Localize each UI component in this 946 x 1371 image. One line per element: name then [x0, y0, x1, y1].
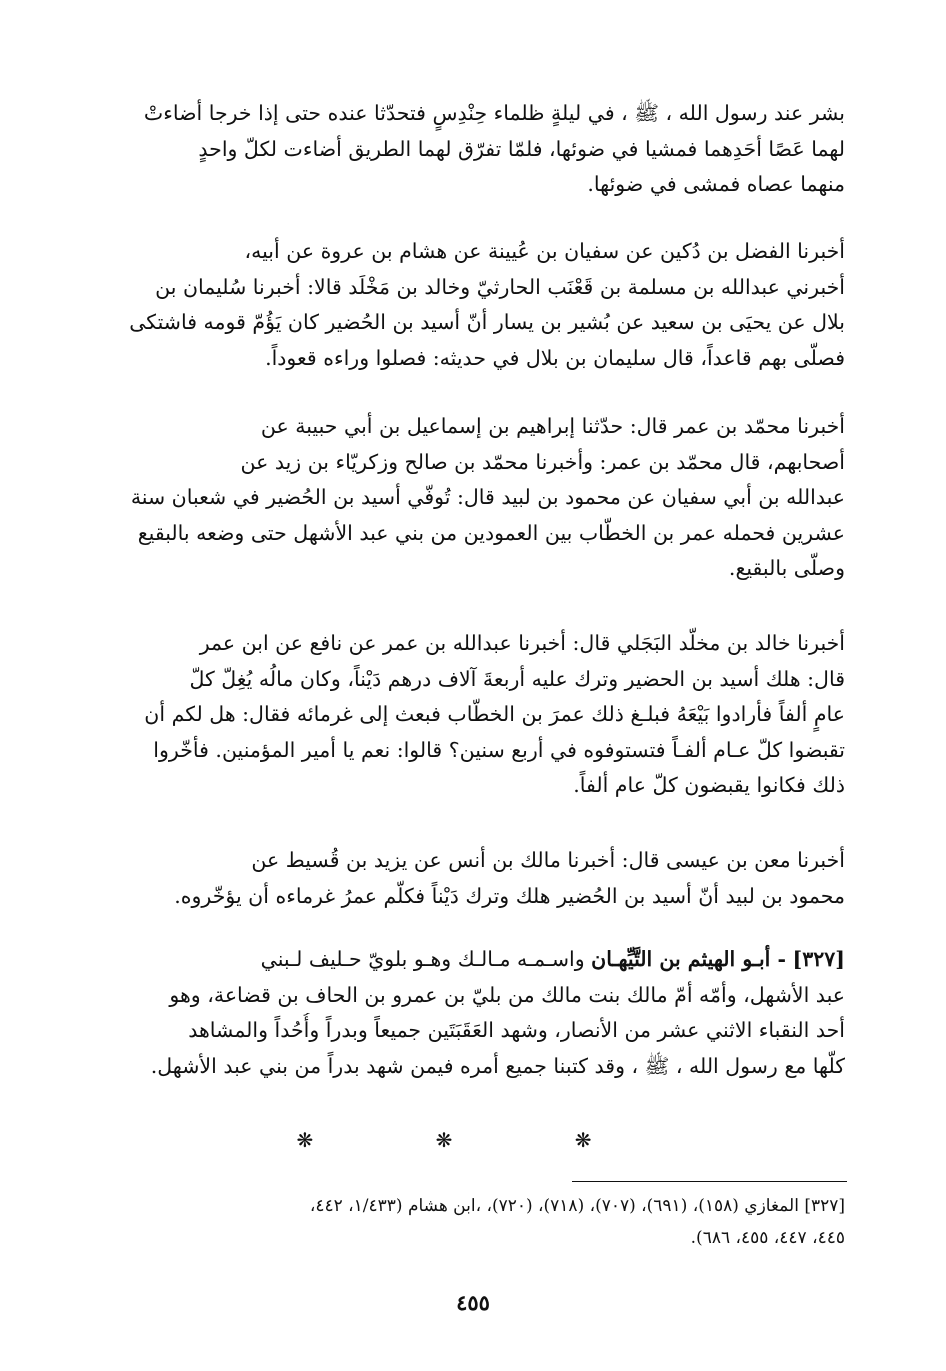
entry-number: [٣٢٧]: [792, 947, 845, 971]
text-line: لهما عَصًا أحَدِهما فمشيا في ضوئها، فلمّا تفرّق لهما الطريق أضاءت لكلّ واحدٍ: [198, 136, 845, 161]
text-line: وصلّى بالبقيع.: [728, 556, 845, 580]
text-line: أخبرنا خالد بن مخلّد البَجَلي قال: أخبرنا عبدالله بن عمر عن نافع عن ابن عمر: [199, 631, 845, 655]
text-line: كلّها مع رسول الله ، ﷺ ، وقد كتبنا جميع أمره فيمن شهد بدراً من بني عبد الأشهل.: [150, 1053, 845, 1078]
text-line: ذلك فكانوا يقبضون كلّ عام ألفاً.: [573, 773, 845, 797]
paragraph-2: [103, 234, 845, 376]
footnote: [103, 1190, 845, 1254]
entry-heading-line: [٣٢٧] - أبـو الهيثم بن التَّيِّهـان واسـمـه مـالـك وهـو بلويّ حـليف لـبني: [260, 947, 845, 971]
text-line: بلال عن يحيَى بن سعيد عن بُشير بن يسار أنّ أسيد بن الحُضير كان يَؤُمّ قومه فاشتكى: [129, 310, 845, 334]
text-line: عبد الأشهل، وأمّه أمّ مالك بنت مالك من بليّ بن عمرو بن الحاف بن قضاعة، وهو: [169, 982, 845, 1007]
text-line: فصلّى بهم قاعداً، قال سليمان بن بلال في حديثه: فصلوا وراءه قعوداً.: [265, 345, 845, 370]
footnote-rule: [572, 1181, 847, 1182]
text-line: بشر عند رسول الله ، ﷺ ، في ليلةٍ ظلماء حِنْدِسٍ فتحدّثا عنده حتى إذا خرجا أضاءتْ: [143, 101, 845, 125]
footnote-line: [٣٢٧] المغازي (١٥٨)، (٦٩١)، (٧٠٧)، (٧١٨)، (٧٢٠)، ،ابن هشام (١/٤٣٣، ٤٤٢،: [309, 1196, 845, 1216]
text-line: أخبرنا معن بن عيسى قال: أخبرنا مالك بن أنس عن يزيد بن قُسيط عن: [251, 848, 845, 872]
paragraph-1: [103, 96, 845, 203]
page-number: ٤٥٥: [456, 1290, 490, 1315]
text-line: عبدالله بن أبي سفيان عن محمود بن لبيد قال: تُوفّي أسيد بن الحُضير في شعبان سنة: [130, 485, 845, 509]
section-separator: ❋ ❋ ❋: [296, 1128, 650, 1152]
text-line: قال: هلك أسيد بن الحضير وترك عليه أربعةَ آلاف درهم دَيْناً، وكان مالُه يُغِلّ كلّ: [189, 666, 845, 691]
paragraph-4: [103, 626, 845, 804]
text-line: أخبرني عبدالله بن مسلمة بن قَعْنَب الحارثيّ وخالد بن مَخْلَد قالا: أخبرنا سُليمان بن: [155, 274, 845, 299]
text-line: محمود بن لبيد أنّ أسيد بن الحُضير هلك وترك دَيْناً فكلّم عمرُ غرماءه أن يؤخّروه.: [174, 883, 845, 908]
paragraph-5: [103, 843, 845, 914]
text-line: أحد النقباء الاثني عشر من الأنصار، وشهد العَقَبَتَين جميعاً وبدراً وأُحُداً والمشاهد: [188, 1018, 845, 1042]
text-line: عامٍ ألفاً فأرادوا بَيْعَهُ فبلـغ ذلك عمرَ بن الخطّاب فبعث إلى غرمائه فقال: هل لكم أن: [144, 702, 845, 726]
entry-name: أبـو الهيثم بن التَّيِّهـان: [591, 947, 771, 971]
text-line: عشرين فحمله عمر بن الخطّاب بين العمودين من بني عبد الأشهل حتى وضعه بالبقيع: [137, 520, 845, 545]
biography-entry: [103, 942, 845, 1084]
text-line: أصحابهم، قال محمّد بن عمر: وأخبرنا محمّد بن صالح وزكريّاء بن زيد عن: [240, 449, 845, 474]
paragraph-3: [103, 409, 845, 587]
text-line: منهما عصاه فمشى في ضوئها.: [587, 172, 845, 196]
text-line: أخبرنا محمّد بن عمر قال: حدّثنا إبراهيم بن إسماعيل بن أبي حبيبة عن: [260, 414, 845, 438]
footnote-line: ٤٤٥، ٤٤٧، ٤٥٥، ٦٨٦).: [690, 1228, 845, 1248]
text-line: أخبرنا الفضل بن دُكين عن سفيان بن عُيينة عن هشام بن عروة عن أبيه،: [244, 239, 845, 263]
text-line: تقبضوا كلّ عـام ألفـاً فتستوفوه في أربع سنين؟ قالوا: نعم يا أمير المؤمنين. فأخّروا: [153, 737, 845, 762]
entry-first-line-rest: واسـمـه مـالـك وهـو بلويّ حـليف لـبني: [260, 947, 585, 971]
